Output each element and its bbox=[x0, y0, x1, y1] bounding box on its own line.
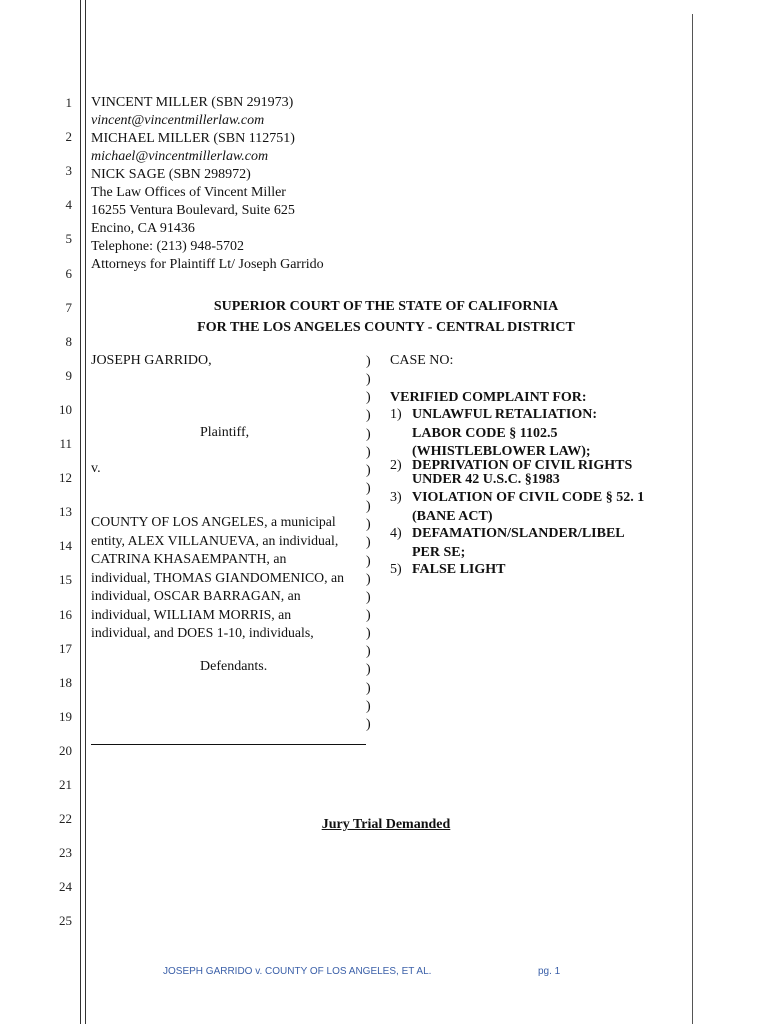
footer-page-number: pg. 1 bbox=[538, 966, 561, 977]
line-number: 8 bbox=[65, 333, 72, 349]
line-number: 5 bbox=[65, 231, 72, 247]
caption-paren: ) bbox=[366, 354, 371, 369]
line-number: 7 bbox=[65, 299, 72, 315]
attorney-line-2: MICHAEL MILLER (SBN 112751) bbox=[91, 131, 295, 146]
caption-paren: ) bbox=[366, 517, 371, 533]
caption-bottom-rule bbox=[91, 744, 366, 745]
left-margin-rule-outer bbox=[80, 0, 81, 1024]
claim-item bbox=[390, 526, 625, 560]
caption-paren-column bbox=[366, 353, 376, 734]
caption-paren: ) bbox=[366, 499, 371, 515]
left-margin-rule-inner bbox=[85, 0, 86, 1024]
line-number: 10 bbox=[59, 401, 72, 417]
caption-paren: ) bbox=[366, 716, 371, 732]
caption-paren: ) bbox=[366, 390, 371, 406]
line-number: 15 bbox=[59, 572, 72, 588]
line-number: 12 bbox=[59, 470, 72, 486]
address-line-1: 16255 Ventura Boulevard, Suite 625 bbox=[91, 203, 295, 218]
court-title-line-2: FOR THE LOS ANGELES COUNTY - CENTRAL DISTRICT bbox=[197, 320, 575, 335]
defendants-label: Defendants. bbox=[200, 659, 268, 674]
plaintiff-label: Plaintiff, bbox=[200, 425, 250, 440]
line-number: 13 bbox=[59, 504, 72, 520]
caption-paren: ) bbox=[366, 408, 371, 424]
claim-number: 2) bbox=[390, 458, 402, 473]
complaint-heading: VERIFIED COMPLAINT FOR: bbox=[390, 390, 587, 405]
line-number: 17 bbox=[59, 640, 72, 656]
line-number: 21 bbox=[59, 777, 72, 792]
caption-paren: ) bbox=[366, 698, 371, 714]
caption-paren: ) bbox=[366, 571, 371, 587]
claim-title-cont: (BANE ACT) bbox=[412, 508, 493, 524]
defendant-line: individual, THOMAS GIANDOMENICO, an bbox=[91, 569, 345, 585]
caption-paren: ) bbox=[366, 607, 371, 623]
caption-paren: ) bbox=[366, 372, 371, 388]
claim-title: DEFAMATION/SLANDER/LIBEL bbox=[412, 526, 625, 541]
line-number: 23 bbox=[59, 845, 72, 861]
line-number: 2 bbox=[65, 129, 72, 145]
claim-title: DEPRIVATION OF CIVIL RIGHTS bbox=[412, 458, 633, 473]
line-number: 18 bbox=[59, 674, 72, 690]
claim-item bbox=[390, 562, 506, 578]
line-number: 25 bbox=[59, 913, 72, 929]
caption-paren: ) bbox=[366, 680, 371, 696]
line-number: 11 bbox=[59, 436, 72, 451]
claim-item bbox=[390, 407, 597, 460]
defendant-line: individual, WILLIAM MORRIS, an bbox=[91, 606, 292, 622]
caption-paren: ) bbox=[366, 553, 371, 569]
attorneys-for: Attorneys for Plaintiff Lt/ Joseph Garrido bbox=[91, 257, 324, 272]
attorney-line-1: VINCENT MILLER (SBN 291973) bbox=[91, 95, 294, 110]
plaintiff-name: JOSEPH GARRIDO, bbox=[91, 353, 212, 368]
line-number: 6 bbox=[65, 265, 72, 281]
attorney-line-3: NICK SAGE (SBN 298972) bbox=[91, 167, 251, 182]
line-number: 20 bbox=[59, 742, 72, 758]
attorney-block bbox=[91, 94, 324, 274]
caption-paren: ) bbox=[366, 644, 371, 660]
line-number: 16 bbox=[59, 606, 72, 622]
line-number: 22 bbox=[59, 811, 72, 827]
claim-number: 5) bbox=[390, 562, 402, 577]
line-number: 3 bbox=[65, 163, 72, 179]
line-number: 19 bbox=[59, 708, 72, 724]
claim-title: UNLAWFUL RETALIATION: bbox=[412, 407, 598, 422]
caption-paren: ) bbox=[366, 444, 371, 460]
caption-paren: ) bbox=[366, 626, 371, 642]
line-number: 14 bbox=[59, 538, 72, 554]
line-number: 4 bbox=[65, 197, 72, 213]
defendants-list bbox=[91, 513, 371, 643]
footer-case-caption: JOSEPH GARRIDO v. COUNTY OF LOS ANGELES, ET AL. bbox=[163, 966, 432, 977]
attorney-email-1[interactable]: vincent@vincentmillerlaw.com bbox=[91, 113, 265, 128]
claim-title: VIOLATION OF CIVIL CODE § 52. 1 bbox=[412, 490, 645, 505]
defendant-line: CATRINA KHASAEMPANTH, an bbox=[91, 551, 287, 566]
right-margin-rule bbox=[692, 14, 693, 1024]
claim-title: FALSE LIGHT bbox=[412, 562, 506, 577]
claim-title-cont: (WHISTLEBLOWER LAW); bbox=[412, 444, 591, 459]
claim-item bbox=[390, 490, 644, 524]
defendant-line: individual, and DOES 1-10, individuals, bbox=[91, 625, 314, 640]
jury-demand: Jury Trial Demanded bbox=[321, 817, 451, 832]
caption-paren: ) bbox=[366, 662, 371, 678]
claim-title-cont: UNDER 42 U.S.C. §1983 bbox=[412, 471, 560, 487]
line-number: 1 bbox=[65, 95, 72, 110]
claim-title-cont: PER SE; bbox=[412, 544, 466, 560]
defendant-line: COUNTY OF LOS ANGELES, a municipal bbox=[91, 514, 336, 529]
claim-number: 3) bbox=[390, 490, 402, 505]
case-number-label: CASE NO: bbox=[390, 353, 454, 368]
caption-paren: ) bbox=[366, 535, 371, 551]
court-title-line-1: SUPERIOR COURT OF THE STATE OF CALIFORNIA bbox=[213, 299, 559, 314]
caption-paren: ) bbox=[366, 589, 371, 605]
claim-item bbox=[390, 458, 632, 487]
attorney-email-2[interactable]: michael@vincentmillerlaw.com bbox=[91, 149, 269, 164]
line-number: 9 bbox=[65, 367, 72, 383]
caption-paren: ) bbox=[366, 426, 371, 442]
line-number: 24 bbox=[59, 879, 72, 895]
caption-paren: ) bbox=[366, 480, 371, 496]
claim-title-cont: LABOR CODE § 1102.5 bbox=[412, 425, 558, 441]
caption-paren: ) bbox=[366, 462, 371, 478]
claim-number: 1) bbox=[390, 407, 402, 422]
defendant-line: individual, OSCAR BARRAGAN, an bbox=[91, 588, 301, 603]
claim-number: 4) bbox=[390, 526, 402, 541]
versus-label: v. bbox=[91, 461, 101, 476]
defendant-line: entity, ALEX VILLANUEVA, an individual, bbox=[91, 532, 339, 548]
telephone: Telephone: (213) 948-5702 bbox=[91, 239, 244, 254]
firm-name: The Law Offices of Vincent Miller bbox=[91, 185, 286, 200]
address-line-2: Encino, CA 91436 bbox=[91, 221, 195, 236]
